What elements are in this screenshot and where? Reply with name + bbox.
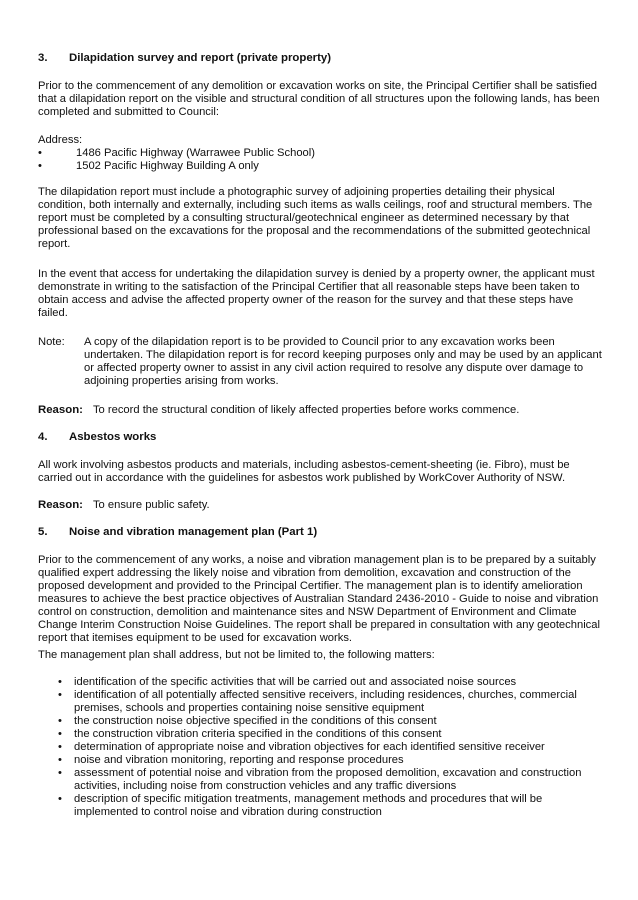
note-block [38, 336, 604, 388]
reason-text: To ensure public safety. [92, 499, 210, 511]
section-4-reason [38, 499, 604, 512]
section-title: Asbestos works [69, 431, 157, 443]
reason-label: Reason: [38, 499, 83, 511]
list-item: • determination of appropriate noise and vibration objectives for each identified sensitive receiver [38, 741, 604, 754]
bullet-marker: • [38, 147, 42, 159]
note-text: A copy of the dilapidation report is to be provided to Council prior to any excavation works been undertaken. The dilapidation report is for record keeping purposes only and may be used by an applicant or affected property owner to assist in any civil action required to resolve any dispute over damage to adjoining properties arising from works. [84, 336, 602, 387]
list-item: • identification of the specific activities that will be carried out and associated noise sources [38, 676, 604, 689]
address-item [38, 160, 604, 173]
section-number: 3. [38, 52, 48, 64]
address-text: 1486 Pacific Highway (Warrawee Public School) [76, 147, 315, 159]
address-block [38, 134, 604, 173]
section-3-reason [38, 404, 604, 417]
list-item: • the construction vibration criteria specified in the conditions of this consent [38, 728, 604, 741]
section-4-paragraph: All work involving asbestos products and materials, including asbestos-cement-sheeting (ie. Fibro), must be carried out in accordance with the guidelines for asbestos work published by WorkCover Authority of NSW. [38, 459, 570, 484]
section-number: 5. [38, 526, 48, 538]
section-3-paragraph-3: In the event that access for undertaking the dilapidation survey is denied by a property owner, the applicant must demonstrate in writing to the satisfaction of the Principal Certifier that all reasonable steps have been taken to obtain access and advise the affected property owner of the reason for the survey and that these steps have failed. [38, 268, 595, 319]
matters-list [38, 676, 604, 819]
list-item: • noise and vibration monitoring, reporting and response procedures [38, 754, 604, 767]
reason-text: To record the structural condition of likely affected properties before works commence. [92, 404, 520, 416]
bullet-marker: • [38, 160, 42, 172]
section-5-paragraph-1: Prior to the commencement of any works, a noise and vibration management plan is to be prepared by a suitably qualified expert addressing the likely noise and vibration from demolition, excavation and construction of the proposed development and provided to the Principal Certifier. The management plan is to identify amelioration measures to achieve the best practice objectives of Australian Standard 2436-2010 - Guide to noise and vibration control on construction, demolition and maintenance sites and NSW Department of Environment and Climate Change Interim Construction Noise Guidelines. The report shall be prepared in consultation with any geotechnical report that itemises equipment to be used for excavation works. [38, 554, 600, 644]
section-5-paragraph-2: The management plan shall address, but not be limited to, the following matters: [38, 649, 435, 661]
section-3-paragraph-2: The dilapidation report must include a photographic survey of adjoining properties detailing their physical condition, both internally and externally, including such items as walls ceilings, roof and structural members. The report must be completed by a consulting structural/geotechnical engineer as determined necessary by that professional based on the excavations for the proposal and the recommendations of the submitted geotechnical report. [38, 186, 593, 250]
address-item [38, 147, 604, 160]
section-title: Noise and vibration management plan (Part 1) [69, 526, 318, 538]
section-number: 4. [38, 431, 48, 443]
list-item: • description of specific mitigation treatments, management methods and procedures that will be implemented to control noise and vibration during construction [38, 793, 604, 819]
section-3-heading [38, 52, 604, 65]
section-3-intro: Prior to the commencement of any demolition or excavation works on site, the Principal Certifier shall be satisfied that a dilapidation report on the visible and structural condition of all structures upon the following lands, has been completed and submitted to Council: [38, 80, 600, 118]
address-text: 1502 Pacific Highway Building A only [76, 160, 259, 172]
note-label: Note: [38, 336, 65, 348]
section-title: Dilapidation survey and report (private property) [69, 52, 332, 64]
address-label: Address: [38, 134, 83, 146]
list-item: • assessment of potential noise and vibration from the proposed demolition, excavation and construction activities, including noise from construction vehicles and any traffic diversions [38, 767, 604, 793]
list-item: • the construction noise objective specified in the conditions of this consent [38, 715, 604, 728]
section-4-heading [38, 431, 604, 444]
reason-label: Reason: [38, 404, 83, 416]
list-item: • identification of all potentially affected sensitive receivers, including residences, churches, commercial premises, schools and properties containing noise sensitive equipment [38, 689, 604, 715]
section-5-heading [38, 526, 604, 539]
